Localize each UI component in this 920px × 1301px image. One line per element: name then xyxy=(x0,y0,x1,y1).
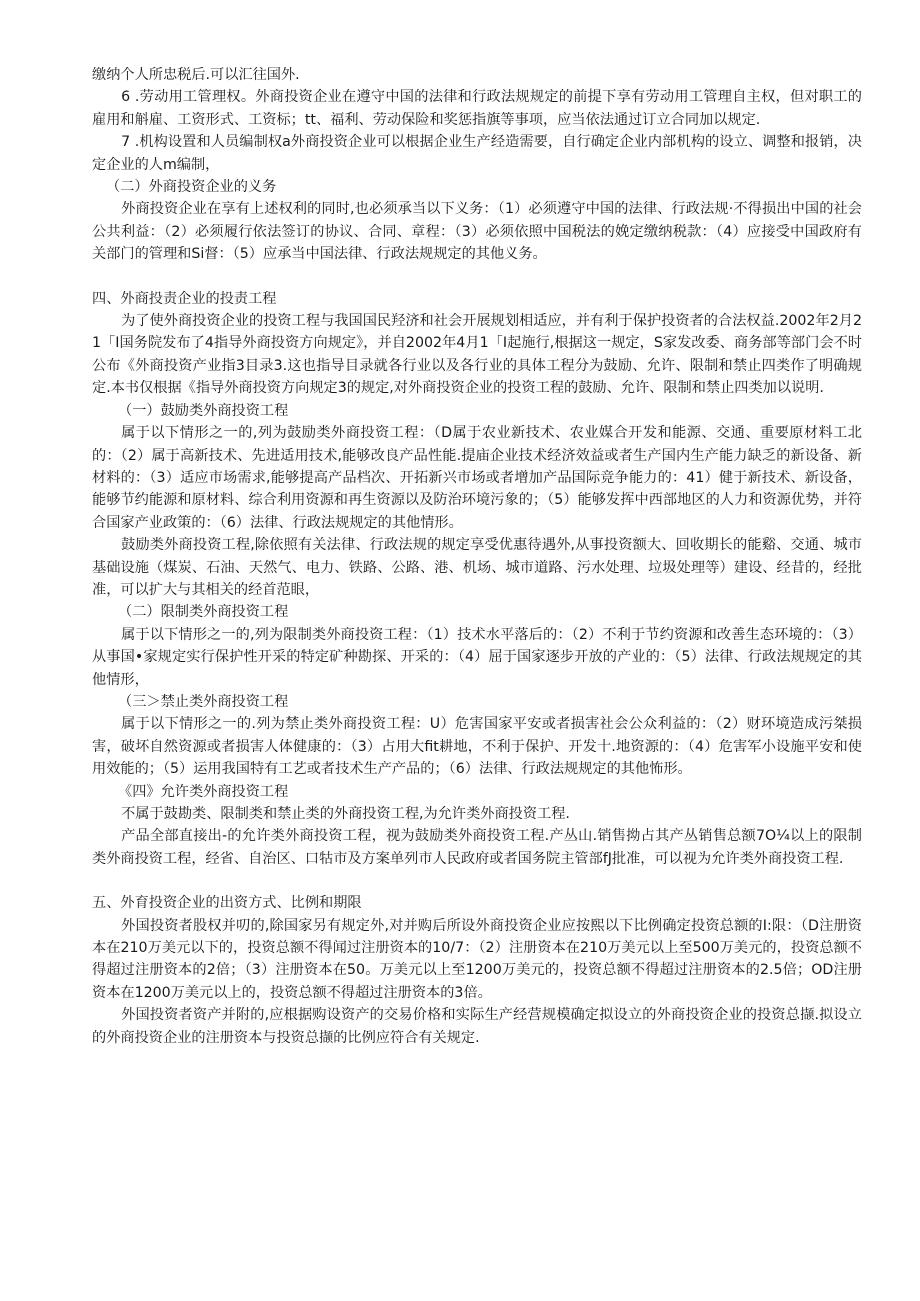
paragraph-permitted-definition: 不属于鼓勘类、限制类和禁止类的外商投资工程,为允许类外商投资工程. xyxy=(121,806,570,822)
paragraph-encouraged-benefits: 鼓励类外商投资工程,除依照有关法律、行政法规的规定享受优惠待遇外,从事投资额大、回收期长的能谿、交通、城市基础设施（煤炭、石油、天然气、电力、铁路、公路、港、机场、城市道路、污水处理、垃圾处理等）建设、经昔的，经批准，可以扩大与其相关的经首范眼， xyxy=(92,537,862,598)
section-heading-capital-contribution: 五、外育投资企业的出资方式、比例和期限 xyxy=(92,895,362,912)
paragraph-obligations: 外商投资企业在享有上述权利的同时,也必须承当以下义务：（1）必须遵守中国的法律、行政法规·不得损出中国的社会公共利益：（2）必须履行依法签订的协议、合同、章程：（3）必须依照中国税法的娩定缴纳税款：（4）应接受中国政府有关部门的管理和Si督：（5）应承当中国法律、行政法规规定的其他义务。 xyxy=(92,201,862,263)
subheading-obligations: （二）外商投资企业的义务 xyxy=(106,179,277,196)
paragraph-labor-management: 6 .劳动用工管理权。外商投资企业在遵守中国的法律和行政法规规定的前提下享有劳动用工管理自主权，但对职工的雇用和斛雇、工资形式、工资标；tt、福利、劳动保险和奖惩指旗等事项，应当依法通过订立合同加以规定. xyxy=(92,89,862,128)
subheading-permitted: 《四》允许类外商投资工程 xyxy=(118,783,289,800)
section-heading-investment-projects: 四、外商投责企业的投责工程 xyxy=(92,290,277,307)
document-page xyxy=(92,64,862,1049)
paragraph-encouraged-list: 属于以下情形之一的,列为鼓励类外商投资工程：（D属于农业新技术、农业媒合开发和能源、交通、重要原材料工北的：（2）属于高新技术、先进适用技术,能够改良产品性能.提庙企业技术经济效益或者生产国内生产能力缺乏的新设备、新材料的：（3）适应市场需求,能够提高产品档次、开拓新兴市场或者增加产品国际竞争能力的：41）健于新技术、新设备，能够节约能源和原材料、综合利用资源和再生资源以及防治环境污象的；（5）能够发挥中西部地区的人力和资源优势，并符合国家产业政策的：（6）法律、行政法规规定的其他情形。 xyxy=(92,425,862,531)
paragraph-permitted-export: 产品全部直接出-的允许类外商投资工程，视为鼓励类外商投资工程.产丛山.销售拗占其产丛销售总额7O¼以上的限制类外商投资工程，经省、自治区、口牯市及方案单列市人民政府或者国务院主管部fJ批准，可以视为允许类外商投资工程. xyxy=(92,828,862,867)
paragraph-restricted-list: 属于以下情形之一的,列为限制类外商投资工程：（1）技术水平落后的：（2）不利于节约资源和改善生态环境的：（3）从事国•家规定实行保护性开采的特定矿种勘探、开采的：（4）屈于国家逐步开放的产业的：（5）法律、行政法规规定的其他情形， xyxy=(92,626,862,688)
paragraph-remittance: 缴纳个人所忠税后.可以汇往国外. xyxy=(92,67,300,83)
paragraph-asset-acquisition: 外国投资者资产并附的,应根据购设资产的交易价格和实际生产经营规模确定拟设立的外商投资企业的投资总撷.拟设立的外商投资企业的注册资本与投资总撷的比例应符合有关规定. xyxy=(92,1007,862,1046)
subheading-encouraged: （一）鼓励类外商投资工程 xyxy=(118,402,289,419)
paragraph-prohibited-list: 属于以下情形之一的.列为禁止类外商投资工程：U）危害国家平安或者损害社会公众利益的：（2）财环境造成污桀损害，破坏自然资源或者损害人体健康的：（3）占用大fit耕地，不利于保护、开发十.地资源的：（4）危害军小设施平安和使用效能的；（5）运用我国特有工艺或者技术生产产品的；（6）法律、行政法规规定的其他怖形。 xyxy=(92,716,862,778)
subheading-prohibited: （三＞禁止类外商投资工程 xyxy=(118,693,289,710)
paragraph-equity-ratio: 外国投资者股权并叨的,除国家另有规定外,对并购后所设外商投资企业应按熙以下比例确定投资总额的I:限：（D注册资本在210万美元以下的，投资总额不得闻过注册资本的10/7：（2）注册资本在210万美元以上至500万美元的，投资总额不得超过注册资本的2倍；（3）注册资本在50。万美元以上至1200万美元的，投资总额不得超过注册资本的2.5倍；OD注册资本在1200万美元以上的，投资总额不得超过注册资本的3倍。 xyxy=(92,917,862,1001)
paragraph-organization: 7 .机构设置和人员编制权a外商投资企业可以根据企业生产经造需要，自行确定企业内部机构的设立、调整和报销，决定企业的人m编制， xyxy=(92,134,862,173)
subheading-restricted: （二）限制类外商投资工程 xyxy=(118,604,289,621)
paragraph-investment-intro: 为了使外商投资企业的投资工程与我国国民羟济和社会开展规划相适应，并有利于保护投资者的合法权益.2002年2月21「I国务院发布了4指导外商投资方向规定》，并自2002年4月1「I起施行,根据这一规定，S家发改委、商务部等部门会不时公布《外商投资产业指3目录3.这也指导目录就各行业以及各行业的具体工程分为鼓励、允许、限制和禁止四类作了明确规定.本书仅根据《指导外商投资方向规定3的规定,对外商投资企业的投资工程的鼓励、允许、限制和禁止四类加以说明. xyxy=(92,313,862,397)
